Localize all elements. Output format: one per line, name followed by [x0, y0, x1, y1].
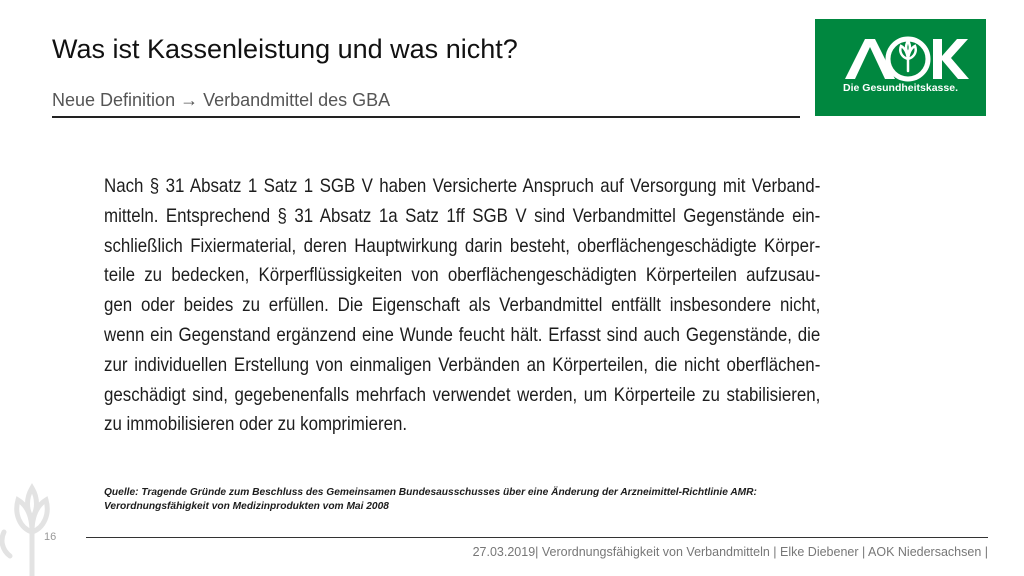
aok-logo [815, 19, 986, 116]
paragraph-line: geschädigt sind, gegebenenfalls mehrfach verwendet werden, um Körperteile zu stabilisieren, [104, 384, 821, 406]
footer-text: 27.03.2019| Verordnungsfähigkeit von Verbandmitteln | Elke Diebener | AOK Niedersachsen | [472, 545, 988, 559]
paragraph-line: teile zu bedecken, Körperflüssigkeiten von oberflächengeschädigten Körperteilen aufzusau- [104, 265, 821, 287]
source-line: Verordnungsfähigkeit von Medizinprodukten vom Mai 2008 [104, 500, 389, 512]
paragraph-line: zu immobilisieren oder zu komprimieren. [104, 414, 408, 436]
paragraph-line: gen oder beides zu erfüllen. Die Eigenschaft als Verbandmittel entfällt insbesondere nicht, [104, 295, 821, 317]
paragraph-line: wenn ein Gegenstand ergänzend eine Wunde feucht hält. Erfasst sind auch Gegenstände, die [104, 324, 821, 346]
paragraph-line: Nach § 31 Absatz 1 Satz 1 SGB V haben Versicherte Anspruch auf Versorgung mit Verband- [104, 176, 821, 197]
source-citation [104, 486, 824, 513]
paragraph-line: schließlich Fixiermaterial, deren Hauptwirkung darin besteht, oberflächengeschädigte Körper- [104, 235, 821, 257]
leaf-decoration-icon [0, 470, 80, 576]
page-number: 16 [44, 531, 57, 543]
definition-paragraph [104, 172, 821, 440]
footer-divider [86, 537, 988, 538]
subtitle-divider [52, 116, 800, 118]
paragraph-line: zur individuellen Erstellung von einmaligen Verbänden an Körperteilen, die nicht oberflächen- [104, 354, 821, 376]
paragraph-line: mitteln. Entsprechend § 31 Absatz 1a Satz 1ff SGB V sind Verbandmittel Gegenstände ein- [104, 205, 821, 227]
source-line: Quelle: Tragende Gründe zum Beschluss des Gemeinsamen Bundesausschusses über eine Änderung der Arzneimittel-Richtlinie AMR: [104, 487, 757, 498]
logo-tagline: Die Gesundheitskasse. [843, 82, 958, 94]
slide-title: Was ist Kassenleistung und was nicht? [52, 34, 518, 64]
aok-tree-icon [815, 19, 986, 116]
slide-subtitle: Neue Definition → Verbandmittel des GBA [52, 90, 391, 110]
